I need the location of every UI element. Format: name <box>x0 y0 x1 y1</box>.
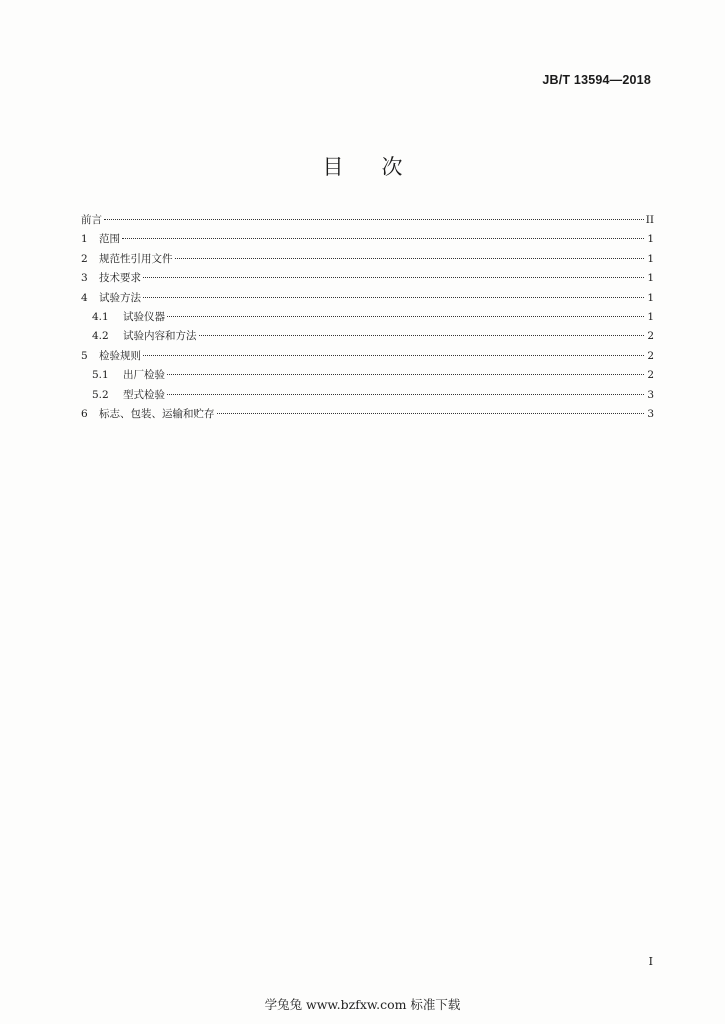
toc-entry-page: 1 <box>647 310 654 323</box>
toc-dot-leader <box>143 277 644 278</box>
toc-dot-leader <box>167 374 644 375</box>
toc-dot-leader <box>217 413 645 414</box>
page-title: 目次 <box>322 155 441 179</box>
toc-entry-page: 2 <box>647 349 654 362</box>
toc-entry-number: 3 <box>81 272 88 285</box>
toc-entry-label: 技术要求 <box>99 272 141 285</box>
toc-entry-number: 4 <box>81 291 88 304</box>
standard-code: JB/T 13594—2018 <box>542 73 651 87</box>
toc-entry[interactable] <box>81 230 654 249</box>
toc-dot-leader <box>167 394 644 395</box>
toc-entry[interactable] <box>81 366 654 385</box>
toc-entry-page: 1 <box>647 252 654 265</box>
toc-entry-number: 5 <box>81 349 88 362</box>
toc-entry-page: 3 <box>647 407 654 420</box>
toc-entry-page: 3 <box>647 388 654 401</box>
toc-dot-leader <box>122 238 644 239</box>
toc-entry-page: 1 <box>647 291 654 304</box>
toc-entry-label: 检验规则 <box>99 349 141 362</box>
toc-dot-leader <box>199 335 645 336</box>
toc-entry[interactable] <box>81 327 654 346</box>
toc-entry-page: 1 <box>647 233 654 246</box>
toc-entry-number: 5.2 <box>92 388 109 401</box>
toc-dot-leader <box>104 219 644 220</box>
toc-entry-label: 试验内容和方法 <box>123 330 197 343</box>
toc-dot-leader <box>143 355 644 356</box>
toc-entry-number: 6 <box>81 407 88 420</box>
toc-entry-label: 型式检验 <box>123 388 165 401</box>
toc-entry-label: 前言 <box>81 214 102 226</box>
toc-entry[interactable] <box>81 211 654 230</box>
toc-entry-number: 1 <box>81 233 88 246</box>
toc-entry[interactable] <box>81 347 654 366</box>
toc-entry-number: 4.2 <box>92 330 109 343</box>
toc-dot-leader <box>175 258 645 259</box>
toc-entry[interactable] <box>81 269 654 288</box>
toc-entry[interactable] <box>81 308 654 327</box>
toc-entry-page: 2 <box>647 330 654 343</box>
toc-entry-page: 1 <box>647 272 654 285</box>
toc-entry-page: 2 <box>647 369 654 382</box>
toc-entry-label: 试验方法 <box>99 291 141 304</box>
toc-dot-leader <box>143 297 644 298</box>
toc-entry-number: 2 <box>81 252 88 265</box>
toc-entry-number: 4.1 <box>92 310 109 323</box>
table-of-contents <box>81 211 654 424</box>
watermark-text: 学兔兔 www.bzfxw.com 标准下载 <box>264 997 461 1012</box>
page-number: I <box>648 955 653 968</box>
toc-entry[interactable] <box>81 250 654 269</box>
toc-entry-page: II <box>645 214 654 226</box>
toc-entry-label: 规范性引用文件 <box>99 252 173 265</box>
toc-dot-leader <box>167 316 644 317</box>
toc-entry-number: 5.1 <box>92 369 109 382</box>
toc-entry-label: 出厂检验 <box>123 369 165 382</box>
toc-entry-label: 试验仪器 <box>123 310 165 323</box>
toc-entry[interactable] <box>81 405 654 424</box>
toc-entry[interactable] <box>81 386 654 405</box>
toc-entry-label: 标志、包装、运输和贮存 <box>99 407 215 420</box>
toc-entry[interactable] <box>81 289 654 308</box>
toc-entry-label: 范围 <box>99 233 120 246</box>
